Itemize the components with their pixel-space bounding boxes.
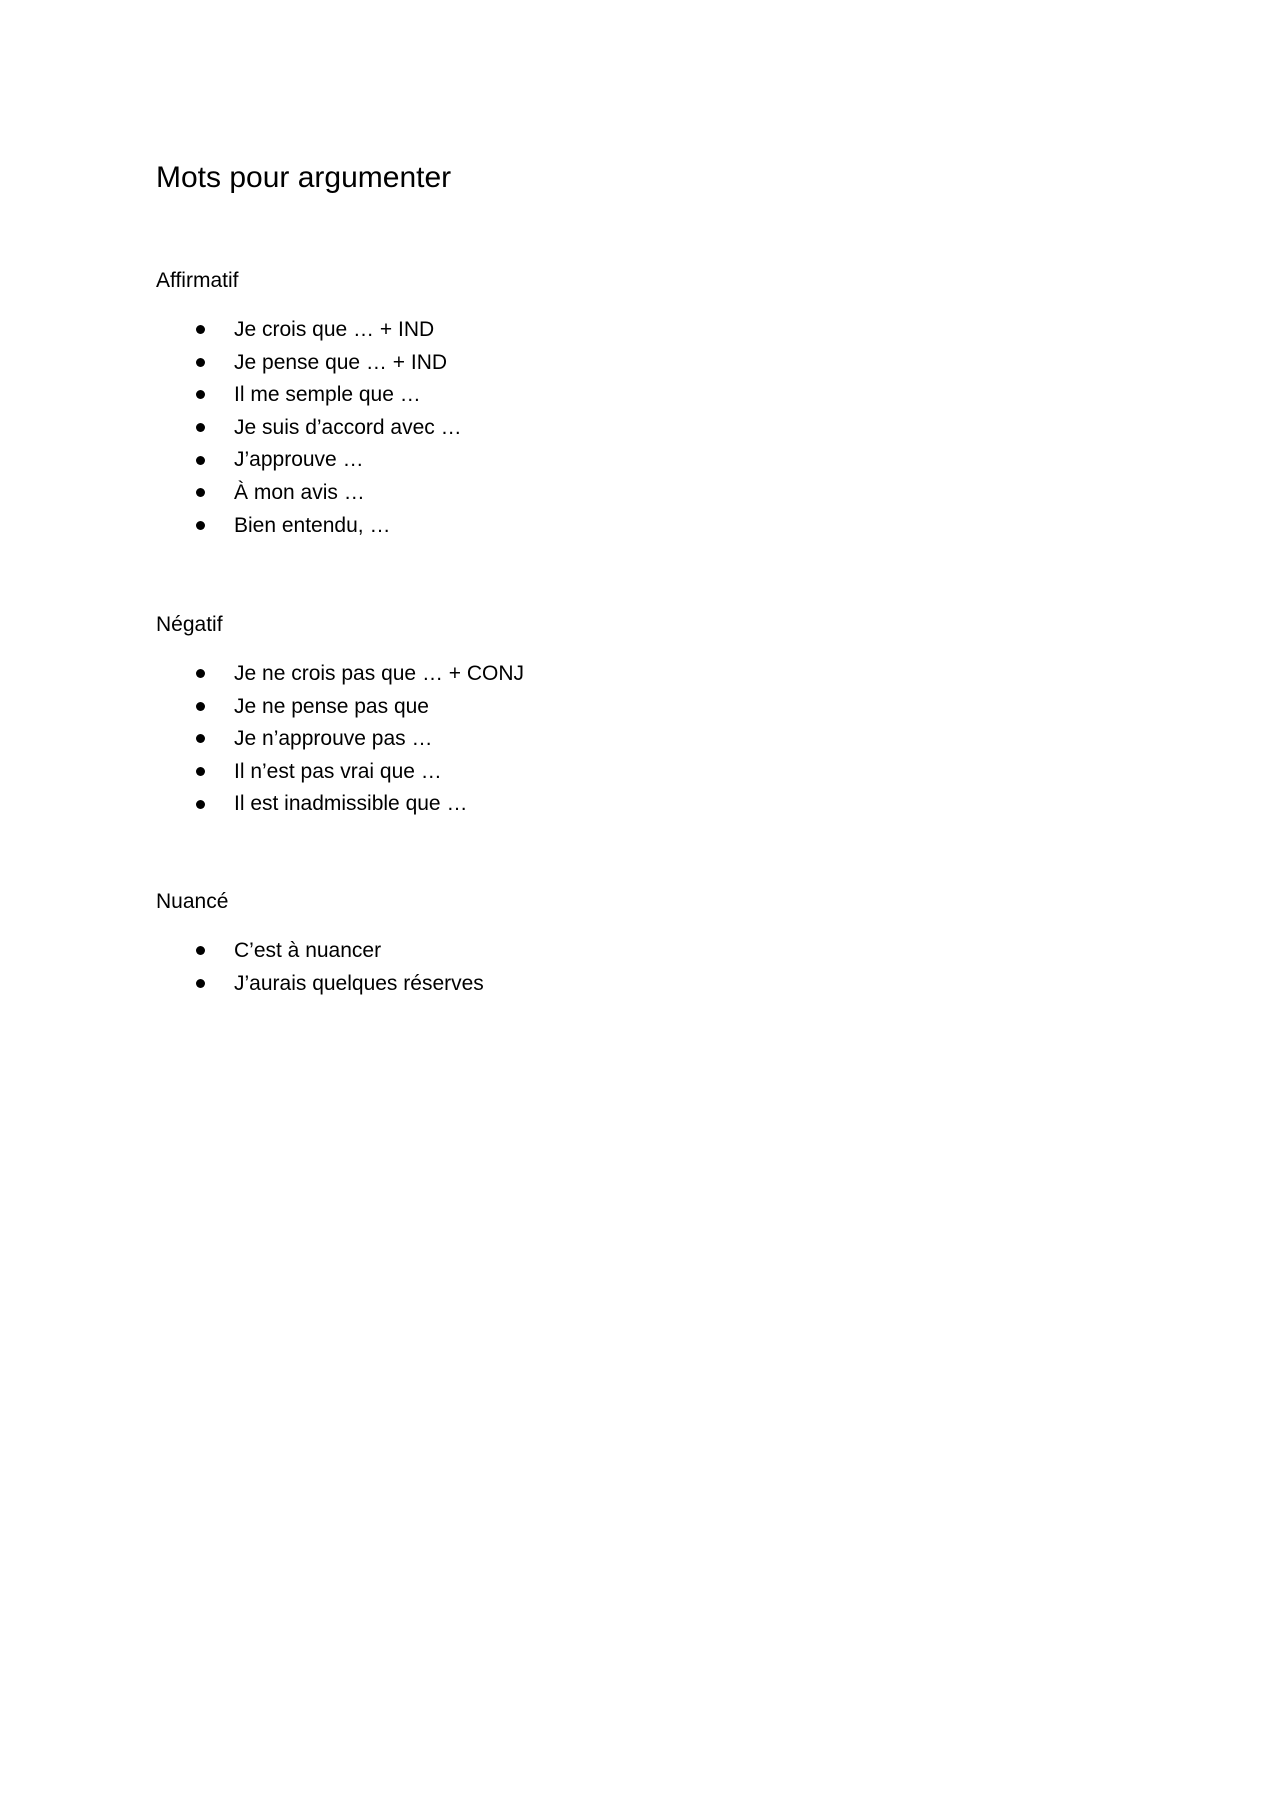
list-item-text: Bien entendu, … xyxy=(234,513,391,537)
bullet-icon xyxy=(196,456,205,465)
bullet-icon xyxy=(196,488,205,497)
section-affirmatif xyxy=(156,268,1056,542)
list-item xyxy=(156,691,1056,724)
bullet-icon xyxy=(196,390,205,399)
list-item xyxy=(156,968,1056,1001)
list-item-text: Je ne pense pas que xyxy=(234,694,429,718)
section-nuance xyxy=(156,889,1056,1000)
list-item-text: Il est inadmissible que … xyxy=(234,792,468,816)
bullet-list xyxy=(156,658,1056,821)
list-item xyxy=(156,788,1056,821)
bullet-icon xyxy=(196,325,205,334)
list-item-text: C’est à nuancer xyxy=(234,939,382,962)
list-item xyxy=(156,723,1056,756)
bullet-icon xyxy=(196,734,205,743)
list-item-text: Je crois que … + IND xyxy=(234,318,435,341)
bullet-list xyxy=(156,314,1056,542)
bullet-icon xyxy=(196,423,205,432)
section-heading: Affirmatif xyxy=(156,269,239,292)
list-item-text: J’aurais quelques réserves xyxy=(234,971,484,995)
page-title: Mots pour argumenter xyxy=(156,161,452,194)
bullet-list xyxy=(156,935,1056,1000)
list-item xyxy=(156,444,1056,477)
bullet-icon xyxy=(196,946,205,955)
section-heading: Négatif xyxy=(156,613,223,636)
list-item-text: Je pense que … + IND xyxy=(234,350,448,374)
bullet-icon xyxy=(196,669,205,678)
list-item-text: Je n’approuve pas … xyxy=(234,727,433,751)
bullet-icon xyxy=(196,521,205,530)
list-item-text: Il me semple que … xyxy=(234,383,421,407)
list-item xyxy=(156,935,1056,968)
bullet-icon xyxy=(196,767,205,776)
list-item xyxy=(156,379,1056,412)
section-negatif xyxy=(156,612,1056,821)
list-item xyxy=(156,347,1056,380)
list-item-text: J’approuve … xyxy=(234,448,364,472)
list-item xyxy=(156,314,1056,347)
bullet-icon xyxy=(196,800,205,809)
list-item-text: Il n’est pas vrai que … xyxy=(234,759,442,783)
list-item xyxy=(156,477,1056,510)
bullet-icon xyxy=(196,979,205,988)
section-heading: Nuancé xyxy=(156,890,229,913)
bullet-icon xyxy=(196,358,205,367)
list-item xyxy=(156,658,1056,691)
list-item xyxy=(156,510,1056,543)
list-item-text: Je ne crois pas que … + CONJ xyxy=(234,662,525,685)
bullet-icon xyxy=(196,702,205,711)
list-item-text: À mon avis … xyxy=(234,480,365,504)
list-item xyxy=(156,756,1056,789)
list-item-text: Je suis d’accord avec … xyxy=(234,415,462,439)
list-item xyxy=(156,412,1056,445)
